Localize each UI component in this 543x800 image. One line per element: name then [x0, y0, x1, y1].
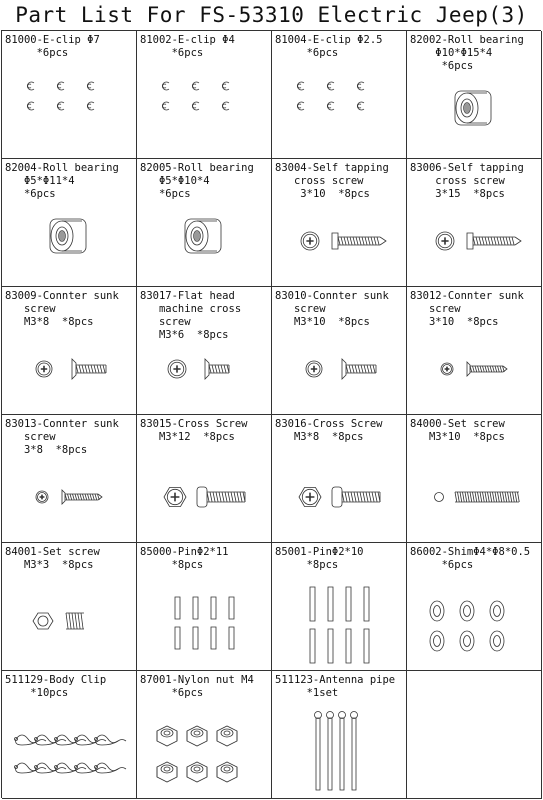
e-clip — [87, 102, 94, 110]
pin — [211, 627, 216, 649]
pin — [346, 587, 351, 621]
part-spec: M3*3 *8pcs — [5, 559, 94, 571]
part-spec: *6pcs — [410, 60, 474, 72]
part-name: 81000-E-clip Φ7 — [5, 34, 100, 46]
part-spec: Φ10*Φ15*4 — [410, 47, 493, 59]
nylon-nut — [217, 762, 237, 782]
part-spec: machine cross — [140, 303, 242, 315]
screw-head — [168, 360, 186, 378]
screw-side — [66, 613, 84, 629]
part-spec: *6pcs — [140, 188, 191, 200]
part-spec: *6pcs — [5, 188, 56, 200]
bearing — [185, 219, 221, 253]
empty-cell — [407, 671, 542, 799]
e-clip — [192, 82, 199, 90]
pin — [211, 597, 216, 619]
screw-side — [205, 359, 229, 379]
part-label — [410, 162, 539, 201]
part-spec: *8pcs — [275, 559, 339, 571]
part-label — [140, 162, 269, 201]
pin — [364, 587, 369, 621]
e-clip — [297, 102, 304, 110]
e-clip — [57, 102, 64, 110]
screw-head — [299, 488, 321, 507]
part-cell — [137, 415, 272, 543]
part-label — [5, 674, 134, 700]
part-name: 84000-Set screw — [410, 418, 505, 430]
part-name: 82004-Roll bearing — [5, 162, 119, 174]
page-title: Part List For FS-53310 Electric Jeep(3) — [15, 3, 528, 27]
part-cell — [2, 31, 137, 159]
part-spec: Φ5*Φ10*4 — [140, 175, 210, 187]
nylon-nut — [157, 762, 177, 782]
part-label — [140, 546, 269, 572]
part-spec: Φ5*Φ11*4 — [5, 175, 75, 187]
part-name: 87001-Nylon nut M4 — [140, 674, 254, 686]
e-clip — [192, 102, 199, 110]
part-cell — [272, 415, 407, 543]
part-spec: screw — [5, 303, 56, 315]
pin — [175, 627, 180, 649]
part-label — [5, 162, 134, 201]
screw-side — [467, 233, 521, 249]
body-clip — [15, 763, 47, 773]
part-label — [140, 290, 269, 342]
part-spec: *6pcs — [5, 47, 69, 59]
pin — [175, 597, 180, 619]
shim — [430, 631, 444, 651]
part-name: 83004-Self tapping — [275, 162, 389, 174]
part-spec: screw — [410, 303, 461, 315]
part-name: 81002-E-clip Φ4 — [140, 34, 235, 46]
screw-side — [62, 490, 102, 504]
part-name: 85001-PinΦ2*10 — [275, 546, 364, 558]
part-spec: *6pcs — [140, 47, 204, 59]
part-cell — [407, 287, 542, 415]
part-cell — [2, 287, 137, 415]
part-cell — [272, 159, 407, 287]
screw-end — [33, 613, 53, 629]
part-spec: M3*8 *8pcs — [5, 316, 94, 328]
part-spec: 3*15 *8pcs — [410, 188, 505, 200]
part-name: 86002-ShimΦ4*Φ8*0.5 — [410, 546, 531, 558]
nylon-nut — [217, 726, 237, 746]
part-label — [275, 546, 404, 572]
screw-head — [306, 361, 322, 377]
part-cell — [272, 671, 407, 799]
part-label — [5, 290, 134, 329]
nylon-nut — [187, 726, 207, 746]
part-cell — [137, 543, 272, 671]
part-spec: 3*10 *8pcs — [275, 188, 370, 200]
part-name: 82002-Roll bearing — [410, 34, 524, 46]
pin — [310, 587, 315, 621]
e-clip — [222, 82, 229, 90]
part-cell — [137, 31, 272, 159]
screw-side — [332, 233, 386, 249]
screw-head — [301, 232, 319, 250]
part-cell — [2, 543, 137, 671]
part-cell — [2, 415, 137, 543]
screw-head — [36, 361, 52, 377]
pin — [328, 629, 333, 663]
part-cell — [137, 159, 272, 287]
screw-head — [436, 232, 454, 250]
e-clip — [27, 82, 34, 90]
part-label — [410, 418, 539, 444]
screw-side — [342, 359, 376, 379]
e-clip — [162, 102, 169, 110]
e-clip — [27, 102, 34, 110]
e-clip — [357, 82, 364, 90]
screw-side — [332, 487, 380, 507]
part-spec: *8pcs — [140, 559, 204, 571]
part-name: 511129-Body Clip — [5, 674, 107, 686]
screw-head — [441, 363, 453, 375]
screw-side — [72, 359, 106, 379]
screw-end — [435, 493, 444, 502]
part-label — [410, 34, 539, 73]
part-label — [275, 418, 404, 444]
screw-head — [164, 488, 186, 507]
part-cell — [407, 415, 542, 543]
pin — [193, 627, 198, 649]
part-spec: *6pcs — [410, 559, 474, 571]
part-spec: 3*10 *8pcs — [410, 316, 499, 328]
part-name: 84001-Set screw — [5, 546, 100, 558]
part-spec: screw — [140, 316, 191, 328]
e-clip — [162, 82, 169, 90]
part-label — [410, 546, 539, 572]
pin — [229, 627, 234, 649]
part-cell — [2, 159, 137, 287]
part-label — [140, 674, 269, 700]
part-cell — [272, 287, 407, 415]
part-cell — [272, 31, 407, 159]
shim — [460, 601, 474, 621]
part-spec: cross screw — [410, 175, 505, 187]
part-cell — [137, 287, 272, 415]
shim — [460, 631, 474, 651]
pin — [310, 629, 315, 663]
part-label — [275, 162, 404, 201]
nylon-nut — [187, 762, 207, 782]
e-clip — [327, 102, 334, 110]
nylon-nut — [157, 726, 177, 746]
part-spec: M3*6 *8pcs — [140, 329, 229, 341]
part-name: 511123-Antenna pipe — [275, 674, 396, 686]
part-spec: screw — [5, 431, 56, 443]
part-label — [140, 418, 269, 444]
e-clip — [327, 82, 334, 90]
part-spec: M3*10 *8pcs — [410, 431, 505, 443]
part-cell — [137, 671, 272, 799]
part-spec: screw — [275, 303, 326, 315]
part-spec: cross screw — [275, 175, 364, 187]
shim — [490, 631, 504, 651]
part-cell — [2, 671, 137, 799]
part-spec: *1set — [275, 687, 339, 699]
e-clip — [57, 82, 64, 90]
part-cell — [407, 543, 542, 671]
antenna-pipe — [327, 712, 334, 791]
part-spec: 3*8 *8pcs — [5, 444, 88, 456]
part-name: 83015-Cross Screw — [140, 418, 248, 430]
parts-grid — [1, 30, 541, 798]
e-clip — [297, 82, 304, 90]
shim — [490, 601, 504, 621]
part-label — [5, 418, 134, 457]
e-clip — [87, 82, 94, 90]
screw-side — [455, 492, 519, 502]
part-label — [410, 290, 539, 329]
part-name: 83009-Connter sunk — [5, 290, 119, 302]
part-spec: M3*12 *8pcs — [140, 431, 235, 443]
part-spec: *6pcs — [275, 47, 339, 59]
part-cell — [407, 159, 542, 287]
part-spec: *10pcs — [5, 687, 69, 699]
antenna-pipe — [351, 712, 358, 791]
part-label — [5, 34, 134, 60]
shim — [430, 601, 444, 621]
screw-side — [467, 362, 507, 376]
pin — [193, 597, 198, 619]
pin — [346, 629, 351, 663]
part-spec: *6pcs — [140, 687, 204, 699]
e-clip — [222, 102, 229, 110]
part-spec: M3*8 *8pcs — [275, 431, 364, 443]
part-name: 81004-E-clip Φ2.5 — [275, 34, 383, 46]
part-name: 83013-Connter sunk — [5, 418, 119, 430]
part-name: 82005-Roll bearing — [140, 162, 254, 174]
part-name: 83010-Connter sunk — [275, 290, 389, 302]
bearing — [455, 91, 491, 125]
part-name: 83006-Self tapping — [410, 162, 524, 174]
part-label — [275, 34, 404, 60]
e-clip — [357, 102, 364, 110]
part-cell — [272, 543, 407, 671]
pin — [364, 629, 369, 663]
pin — [328, 587, 333, 621]
body-clip — [15, 735, 47, 745]
screw-head — [36, 491, 48, 503]
pin — [229, 597, 234, 619]
part-label — [140, 34, 269, 60]
part-name: 85000-PinΦ2*11 — [140, 546, 229, 558]
part-name: 83017-Flat head — [140, 290, 235, 302]
screw-side — [197, 487, 245, 507]
part-name: 83016-Cross Screw — [275, 418, 383, 430]
antenna-pipe — [315, 712, 322, 791]
bearing — [50, 219, 86, 253]
part-label — [275, 290, 404, 329]
part-name: 83012-Connter sunk — [410, 290, 524, 302]
antenna-pipe — [339, 712, 346, 791]
part-spec: M3*10 *8pcs — [275, 316, 370, 328]
part-cell — [407, 31, 542, 159]
part-label — [5, 546, 134, 572]
part-label — [275, 674, 404, 700]
